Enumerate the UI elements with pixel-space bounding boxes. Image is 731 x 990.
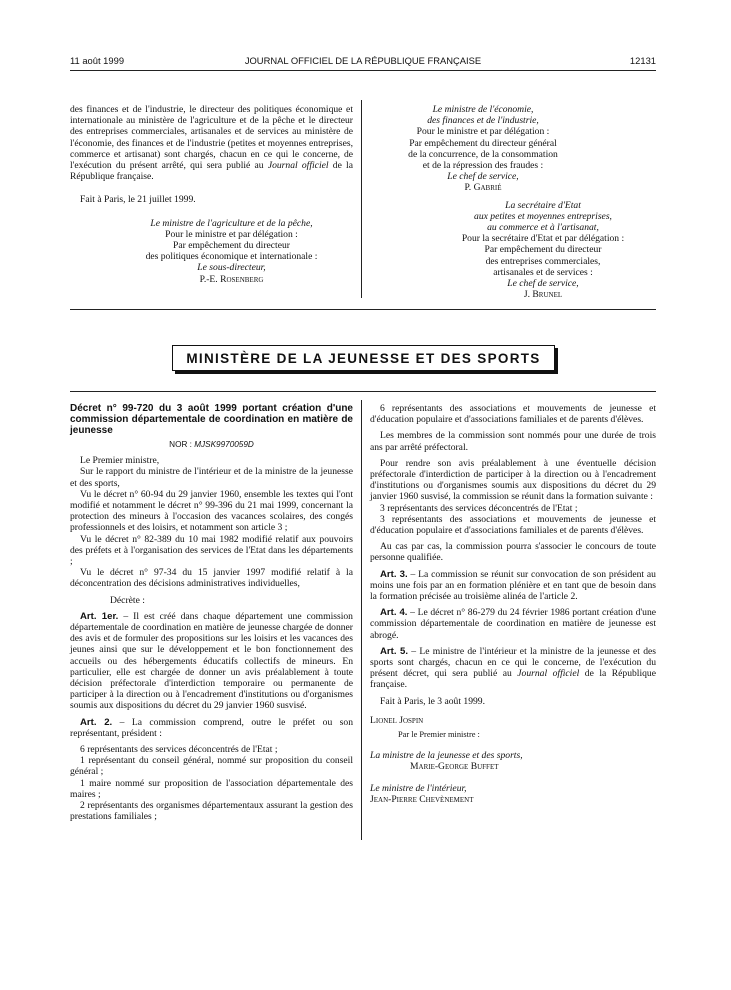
sig-line: artisanales et de services : <box>493 266 593 278</box>
signature-block-agriculture <box>70 218 353 285</box>
signatory-name: J. Brunel <box>523 289 563 301</box>
fait-a-paris: Fait à Paris, le 3 août 1999. <box>380 695 485 707</box>
sig-line: aux petites et moyennes entreprises, <box>474 210 612 222</box>
journal-title: JOURNAL OFFICIEL DE LA RÉPUBLIQUE FRANÇAISE <box>244 55 482 66</box>
sig-line: des politiques économique et internationale : <box>145 251 318 263</box>
banner-rule <box>70 391 656 392</box>
sig-line: Par empêchement du directeur <box>484 244 602 256</box>
nor-label: NOR : <box>169 440 192 449</box>
sig-line: Par empêchement du directeur <box>173 240 290 252</box>
article-1: Art. 1er. – Il est créé dans chaque département une commission départementale de coordination en matière de jeunesse chargée de donner des avis et de formuler des propositions sur les loisirs et les vacances des jeunes ainsi que sur le développement et le bon fonctionnement des accueils ou des hébergements éducatifs collectifs de mineurs. En particulier, elle est chargée de donner un avis préalablement à toute décision préfectorale d'interdiction temporaire ou permanente de participer à la direction ou à l'encadrement d'institutions ou d'organismes soumis aux dispositions du décret du 29 janvier 1960 susvisé. <box>70 610 353 712</box>
preamble-paragraph: Vu le décret n° 60-94 du 29 janvier 1960, ensemble les textes qui l'ont modifié et notamment le décret n° 99-396 du 21 mai 1999, concernant la protection des mineurs à l'occasion des vacances scolaires, des congés professionnels et des loisirs, et notamment son article 3 ; <box>70 488 353 534</box>
list-item: 1 représentant du conseil général, nommé sur proposition du conseil général ; <box>70 755 353 778</box>
sig-line: Le sous-directeur, <box>197 262 266 274</box>
sig-line: Pour la secrétaire d'Etat et par délégation : <box>461 233 625 245</box>
sig-line: de la concurrence, de la consommation <box>408 148 558 160</box>
article-4: Art. 4. – Le décret n° 86-279 du 24 février 1986 portant création d'une commission départementale de coordination en matière de jeunesse est abrogé. <box>370 607 656 641</box>
article-3: Art. 3. – La commission se réunit sur convocation de son président au moins une fois par an en formation plénière et en tant que de besoin dans la formation précisée au troisième alinéa de l'article 2. <box>370 568 656 603</box>
decree-left-column <box>70 403 353 823</box>
sig-line: Pour le ministre et par délégation : <box>165 228 298 240</box>
sig-line: Pour le ministre et par délégation : <box>416 126 550 138</box>
column-divider-top <box>361 100 362 298</box>
prime-minister-name: Lionel Jospin <box>370 714 424 726</box>
sig-line: au commerce et à l'artisanat, <box>487 222 599 234</box>
column-divider-bottom <box>361 400 362 840</box>
sig-line: Le ministre de l'économie, <box>432 104 534 115</box>
decrete: Décrète : <box>110 594 145 606</box>
article-5: Art. 5. – Le ministre de l'intérieur et la ministre de la jeunesse et des sports sont chargés, chacun en ce qui le concerne, de l'exécution du présent décret, qui sera publié au Journal officiel de la République française. <box>370 645 656 691</box>
decree-title: Décret n° 99-720 du 3 août 1999 portant création d'une commission départementale de coordination en matière de jeunesse <box>70 403 353 436</box>
preamble-paragraph: Sur le rapport du ministre de l'intérieur et de la ministre de la jeunesse et des sports, <box>70 466 353 489</box>
sig-line: Le chef de service, <box>447 171 519 183</box>
article-2: Art. 2. – La commission comprend, outre le préfet ou son représentant, président : <box>70 716 353 739</box>
nor-reference <box>70 439 353 450</box>
list-item: 3 représentants des associations et mouvements de jeunesse et d'éducation populaire et d'associations familiales et de parents d'élèves. <box>370 513 656 537</box>
list-item: 6 représentants des associations et mouvements de jeunesse et d'éducation populaire et d'associations familiales et de parents d'élèves. <box>370 403 656 426</box>
sig-line: des finances et de l'industrie, <box>427 115 539 127</box>
header-rule <box>70 70 656 71</box>
signatory-name: P. Gabrié <box>464 182 502 194</box>
paragraph: Les membres de la commission sont nommés pour une durée de trois ans par arrêté préfectoral. <box>370 430 656 453</box>
sig-line: Le ministre de l'agriculture et de la pêche, <box>150 217 313 229</box>
sig-line: Par empêchement du directeur général <box>409 137 557 149</box>
header-date: 11 août 1999 <box>70 55 125 66</box>
ministry-banner: MINISTÈRE DE LA JEUNESSE ET DES SPORTS <box>172 345 555 371</box>
signature-block-economie <box>370 104 656 194</box>
list-item: 2 représentants des organismes départementaux assurant la gestion des prestations familiales ; <box>70 800 353 823</box>
par-le-premier-ministre: Par le Premier ministre : <box>398 730 480 740</box>
closing-paragraph: des finances et de l'industrie, le directeur des politiques économique et internationale au ministère de l'agriculture et de la pêche et le directeur des entreprises commerciales, artisanales et de services au ministère de l'économie, des finances et de l'industrie (petites et moyennes entreprises, commerce et artisanat) sont chargés, chacun en ce qui le concerne, de l'exécution du présent arrêté, qui sera publié au Journal officiel de la République française. <box>70 104 353 183</box>
sig-line: Le chef de service, <box>507 278 579 290</box>
sig-line: et de la répression des fraudes : <box>422 160 544 172</box>
fait-a-paris: Fait à Paris, le 21 juillet 1999. <box>80 194 196 206</box>
list-item: 1 maire nommé sur proposition de l'association départementale des maires ; <box>70 777 353 800</box>
section-rule <box>70 309 656 310</box>
page-header <box>70 55 656 69</box>
paragraph: Au cas par cas, la commission pourra s'associer le concours de toute personne qualifiée. <box>370 541 656 564</box>
decree-right-column <box>370 403 656 805</box>
preamble-paragraph: Le Premier ministre, <box>80 455 160 467</box>
paragraph: Pour rendre son avis préalablement à une éventuelle décision préfectorale d'interdiction de participer à la direction ou à l'encadrement d'institutions ou d'organismes soumis aux dispositions du décret du 29 janvier 1960 susvisé, la commission se réunit dans la formation suivante : <box>370 457 656 503</box>
minister-name: Jean-Pierre Chevènement <box>370 793 474 805</box>
nor-value: MJSK9970059D <box>194 440 254 449</box>
sig-line: des entreprises commerciales, <box>485 255 601 267</box>
list-item: 3 représentants des services déconcentrés de l'Etat ; <box>380 502 578 514</box>
minister-title: Le ministre de l'intérieur, <box>370 782 467 794</box>
sig-line: La secrétaire d'Etat <box>505 199 581 211</box>
minister-name: Marie-George Buffet <box>410 761 499 773</box>
signatory-name: P.-E. Rosenberg <box>199 273 264 285</box>
page-number: 12131 <box>629 55 656 66</box>
minister-title: La ministre de la jeunesse et des sports, <box>370 750 523 762</box>
preamble-paragraph: Vu le décret n° 97-34 du 15 janvier 1997 modifié relatif à la déconcentration des décisions administratives individuelles, <box>70 567 353 590</box>
top-left-column <box>70 104 353 285</box>
signature-block-secretaire <box>370 200 656 301</box>
list-item: 6 représentants des services déconcentrés de l'Etat ; <box>80 744 278 756</box>
top-right-column <box>370 104 656 300</box>
preamble-paragraph: Vu le décret n° 82-389 du 10 mai 1982 modifié relatif aux pouvoirs des préfets et à l'organisation des services de l'Etat dans les départements ; <box>70 533 353 568</box>
